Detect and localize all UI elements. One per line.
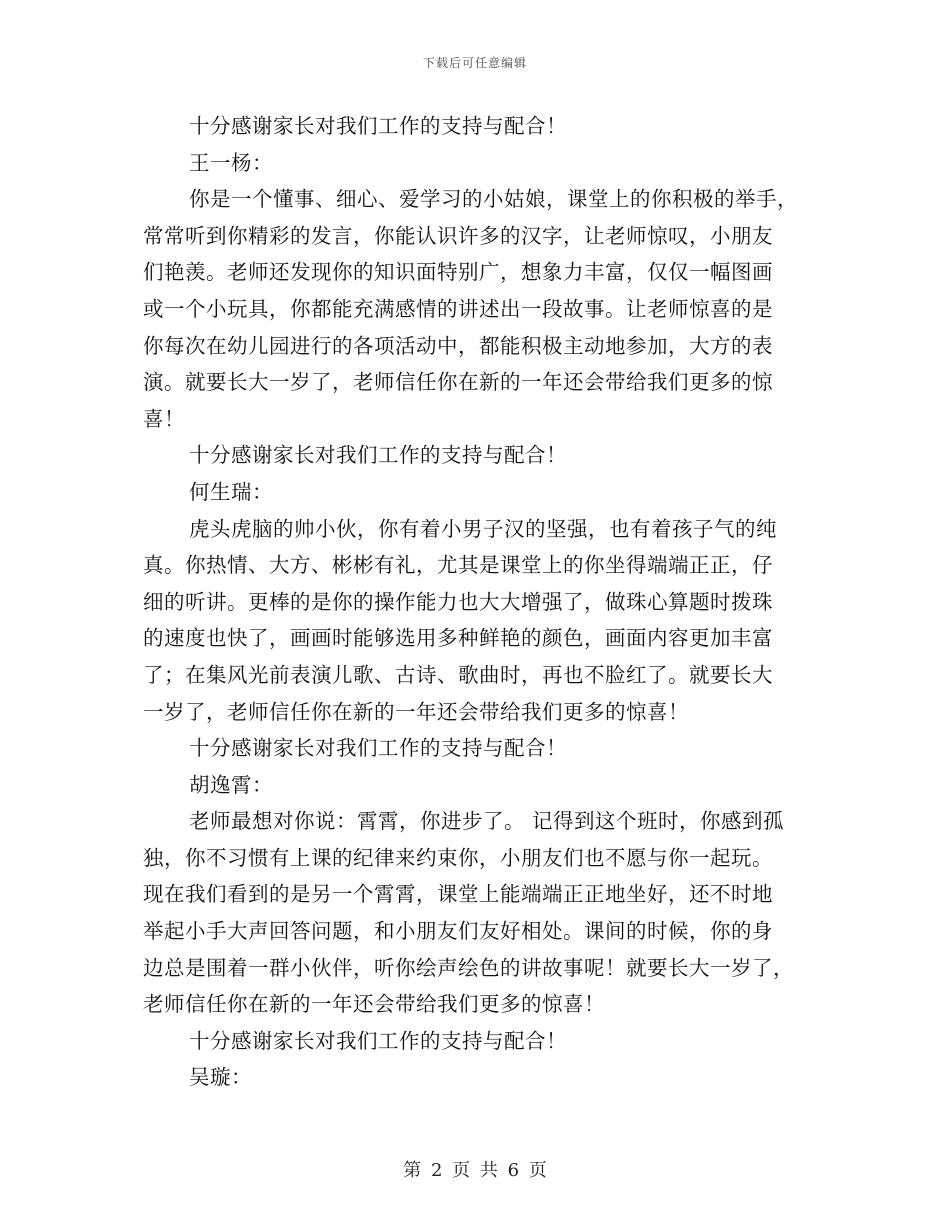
- text-line: 喜！: [143, 406, 185, 431]
- text-line: 你是一个懂事、细心、爱学习的小姑娘，课堂上的你积极的举手，: [189, 187, 798, 212]
- text-line: 边总是围着一群小伙伴，听你绘声绘色的讲故事呢！就要长大一岁了，: [143, 955, 794, 980]
- text-line: 一岁了，老师信任你在新的一年还会带给我们更多的惊喜！: [143, 699, 689, 724]
- text-line: 现在我们看到的是另一个霄霄，课堂上能端端正正地坐好，还不时地: [143, 882, 773, 907]
- text-line: 何生瑞：: [189, 479, 273, 504]
- text-line: 十分感谢家长对我们工作的支持与配合！: [189, 114, 567, 138]
- text-line: 独，你不习惯有上课的纪律来约束你，小朋友们也不愿与你一起玩。: [143, 845, 773, 870]
- text-line: 十分感谢家长对我们工作的支持与配合！: [189, 1028, 567, 1053]
- text-line: 常常听到你精彩的发言，你能认识许多的汉字，让老师惊叹，小朋友: [143, 223, 773, 248]
- text-line: 十分感谢家长对我们工作的支持与配合！: [189, 443, 567, 468]
- text-line: 你每次在幼儿园进行的各项活动中，都能积极主动地参加，大方的表: [143, 333, 773, 358]
- text-line: 王一杨：: [189, 150, 273, 175]
- text-line: 十分感谢家长对我们工作的支持与配合！: [189, 736, 567, 761]
- page-number-footer: 第 2 页 共 6 页: [403, 1160, 547, 1181]
- text-line: 了；在集风光前表演儿歌、古诗、歌曲时，再也不脸红了。就要长大: [143, 662, 773, 687]
- document-body: [143, 108, 813, 1096]
- text-line: 细的听讲。更棒的是你的操作能力也大大增强了，做珠心算题时拨珠: [143, 589, 773, 614]
- text-line: 演。就要长大一岁了，老师信任你在新的一年还会带给我们更多的惊: [143, 370, 773, 395]
- text-line: 举起小手大声回答问题，和小朋友们友好相处。课间的时候，你的身: [143, 919, 773, 944]
- text-line: 胡逸霄：: [189, 772, 273, 797]
- text-line: 们艳羡。老师还发现你的知识面特别广，想象力丰富，仅仅一幅图画: [143, 260, 773, 285]
- page-header-note: 下载后可任意编辑: [422, 56, 527, 70]
- text-line: 虎头虎脑的帅小伙，你有着小男子汉的坚强，也有着孩子气的纯: [189, 516, 777, 541]
- text-line: 的速度也快了，画画时能够选用多种鲜艳的颜色，画面内容更加丰富: [143, 626, 773, 651]
- text-line: 老师最想对你说：霄霄，你进步了。 记得到这个班时，你感到孤: [189, 809, 785, 834]
- text-line: 老师信任你在新的一年还会带给我们更多的惊喜！: [143, 992, 605, 1017]
- text-line: 或一个小玩具，你都能充满感情的讲述出一段故事。让老师惊喜的是: [143, 296, 773, 321]
- text-line: 真。你热情、大方、彬彬有礼，尤其是课堂上的你坐得端端正正，仔: [143, 553, 773, 578]
- text-line: 吴璇：: [189, 1065, 252, 1090]
